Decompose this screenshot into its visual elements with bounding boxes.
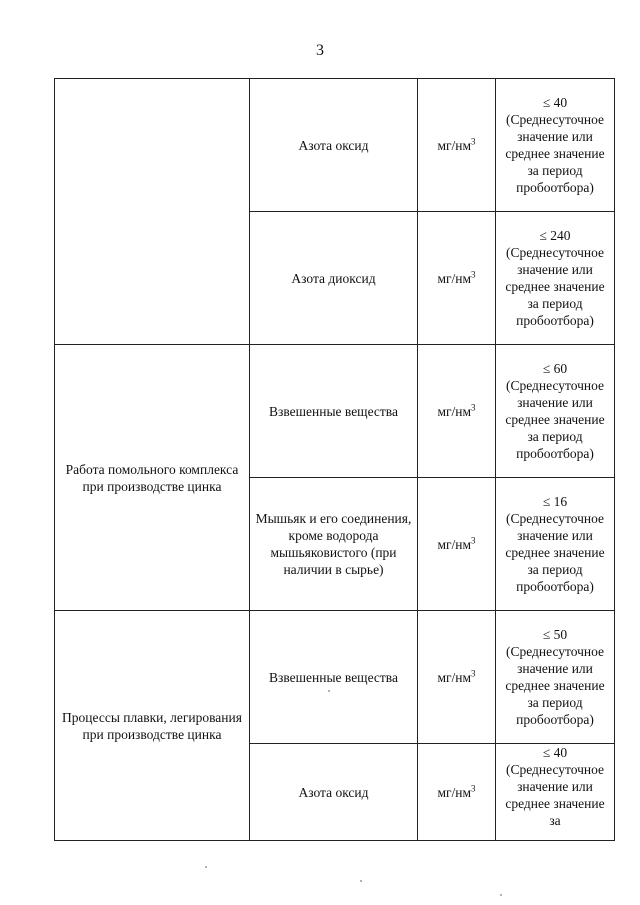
- unit-cell: $мг/нм^3$: [418, 478, 496, 611]
- process-cell-continued: [55, 79, 250, 345]
- limit-cell: [496, 345, 615, 478]
- limit-note: (Среднесуточное значение или среднее значение за период пробоотбора): [505, 245, 605, 328]
- process-cell: Работа помольного комплекса при производстве цинка: [55, 345, 250, 611]
- unit-cell: $мг/нм^3$: [418, 212, 496, 345]
- substance-cell: Азота оксид: [250, 744, 418, 841]
- limit-cell: [496, 744, 615, 841]
- limit-value: ≤ 240: [539, 228, 571, 243]
- substance-cell: Взвешенные вещества: [250, 345, 418, 478]
- substance-cell: Азота диоксид: [250, 212, 418, 345]
- limit-note: (Среднесуточное значение или среднее значение за период пробоотбора): [505, 644, 605, 727]
- page-number: 3: [316, 42, 324, 59]
- limit-value: ≤ 50: [542, 627, 568, 642]
- limit-note: (Среднесуточное значение или среднее значение за период пробоотбора): [505, 112, 605, 195]
- unit-cell: $мг/нм^3$: [418, 744, 496, 841]
- limit-cell: [496, 79, 615, 212]
- limit-value: ≤ 16: [542, 494, 568, 509]
- limit-cell: [496, 478, 615, 611]
- process-cell: Процессы плавки, легирования при производстве цинка: [55, 611, 250, 841]
- limit-cell: [496, 212, 615, 345]
- substance-cell: Мышьяк и его соединения, кроме водорода мышьяковистого (при наличии в сырье): [250, 478, 418, 611]
- limit-cell: [496, 611, 615, 744]
- limit-note: (Среднесуточное значение или среднее значение за: [505, 762, 605, 828]
- emission-limits-table: [54, 78, 615, 841]
- substance-cell: Азота оксид: [250, 79, 418, 212]
- table-row: [55, 345, 615, 478]
- substance-cell: Взвешенные вещества: [250, 611, 418, 744]
- table-row: [55, 611, 615, 744]
- limit-value: ≤ 60: [542, 361, 568, 376]
- limit-value: ≤ 40: [542, 745, 568, 760]
- scan-speck: [360, 880, 362, 882]
- table-row: [55, 79, 615, 212]
- unit-cell: $мг/нм^3$: [418, 79, 496, 212]
- scan-speck: [205, 866, 207, 868]
- limit-note: (Среднесуточное значение или среднее значение за период пробоотбора): [505, 511, 605, 594]
- scan-speck: [500, 894, 502, 896]
- limit-value: ≤ 40: [542, 95, 568, 110]
- scan-speck: [328, 690, 330, 692]
- unit-cell: $мг/нм^3$: [418, 345, 496, 478]
- limit-note: (Среднесуточное значение или среднее значение за период пробоотбора): [505, 378, 605, 461]
- unit-cell: $мг/нм^3$: [418, 611, 496, 744]
